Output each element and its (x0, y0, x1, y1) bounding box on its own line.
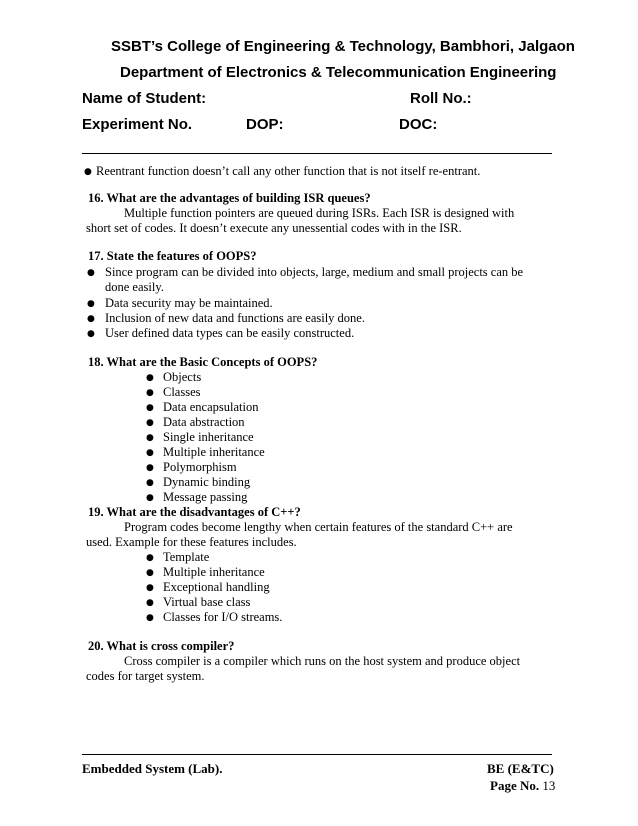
question-16-title: 16. What are the advantages of building ISR queues? (88, 191, 371, 205)
bullet-icon: ● (146, 448, 154, 458)
answer-16-line-1: Multiple function pointers are queued during ISRs. Each ISR is designed with (124, 206, 515, 220)
bullet-icon: ● (146, 433, 154, 443)
list-item-text: Message passing (163, 490, 248, 504)
college-name: SSBT’s College of Engineering & Technology, Bambhori, Jalgaon (111, 38, 575, 55)
footer-divider (82, 754, 552, 755)
page-number-label: Page No. (490, 778, 540, 793)
header-divider (82, 153, 552, 154)
list-item-text: Dynamic binding (163, 475, 251, 489)
list-item-text: Reentrant function doesn’t call any other function that is not itself re-entrant. (96, 164, 481, 178)
bullet-icon: ● (146, 478, 154, 488)
answer-20-line-1: Cross compiler is a compiler which runs on the host system and produce object (124, 654, 521, 668)
list-item-text: Virtual base class (163, 595, 251, 609)
question-19-title: 19. What are the disadvantages of C++? (88, 505, 301, 519)
footer-class: BE (E&TC) (487, 761, 554, 776)
list-item-text: User defined data types can be easily constructed. (105, 326, 355, 340)
bullet-icon: ● (146, 598, 154, 608)
bullet-icon: ● (87, 299, 95, 309)
list-item-text: Exceptional handling (163, 580, 270, 594)
footer-page (490, 778, 555, 794)
list-item-text-continued: done easily. (105, 280, 164, 294)
answer-19-line-1: Program codes become lengthy when certain features of the standard C++ are (124, 520, 513, 534)
bullet-icon: ● (146, 373, 154, 383)
answer-19-line-2: used. Example for these features includes. (86, 535, 297, 549)
bullet-icon: ● (146, 463, 154, 473)
question-17-title: 17. State the features of OOPS? (88, 249, 257, 263)
department-name: Department of Electronics & Telecommunication Engineering (120, 64, 557, 81)
footer-subject: Embedded System (Lab). (82, 761, 223, 776)
list-item-text: Classes (163, 385, 201, 399)
list-item-text: Data security may be maintained. (105, 296, 273, 310)
name-of-student-label: Name of Student: (82, 90, 207, 107)
list-item-text: Multiple inheritance (163, 565, 265, 579)
bullet-icon: ● (146, 418, 154, 428)
bullet-icon: ● (146, 583, 154, 593)
bullet-icon: ● (87, 268, 95, 278)
bullet-icon: ● (87, 314, 95, 324)
bullet-icon: ● (146, 613, 154, 623)
bullet-icon: ● (146, 553, 154, 563)
list-item-text: Data abstraction (163, 415, 245, 429)
answer-16-line-2: short set of codes. It doesn’t execute any unessential codes with in the ISR. (86, 221, 462, 235)
list-item-text: Objects (163, 370, 202, 384)
bullet-icon: ● (146, 388, 154, 398)
question-18-title: 18. What are the Basic Concepts of OOPS? (88, 355, 318, 369)
list-item-text: Since program can be divided into objects, large, medium and small projects can be (105, 265, 524, 279)
list-item-text: Data encapsulation (163, 400, 259, 414)
list-item-text: Template (163, 550, 210, 564)
page-number: 13 (542, 778, 556, 793)
list-item-text: Multiple inheritance (163, 445, 265, 459)
list-item-text: Single inheritance (163, 430, 254, 444)
list-item-text: Inclusion of new data and functions are easily done. (105, 311, 365, 325)
bullet-icon: ● (146, 403, 154, 413)
experiment-number-label: Experiment No. (82, 116, 193, 133)
question-20-title: 20. What is cross compiler? (88, 639, 235, 653)
bullet-icon: ● (146, 493, 154, 503)
doc-label: DOC: (399, 116, 438, 133)
list-item-text: Polymorphism (163, 460, 237, 474)
bullet-icon: ● (146, 568, 154, 578)
list-item-text: Classes for I/O streams. (163, 610, 283, 624)
roll-number-label: Roll No.: (410, 90, 472, 107)
bullet-icon: ● (87, 329, 95, 339)
answer-20-line-2: codes for target system. (86, 669, 205, 683)
dop-label: DOP: (246, 116, 284, 133)
bullet-icon: ● (84, 167, 92, 177)
